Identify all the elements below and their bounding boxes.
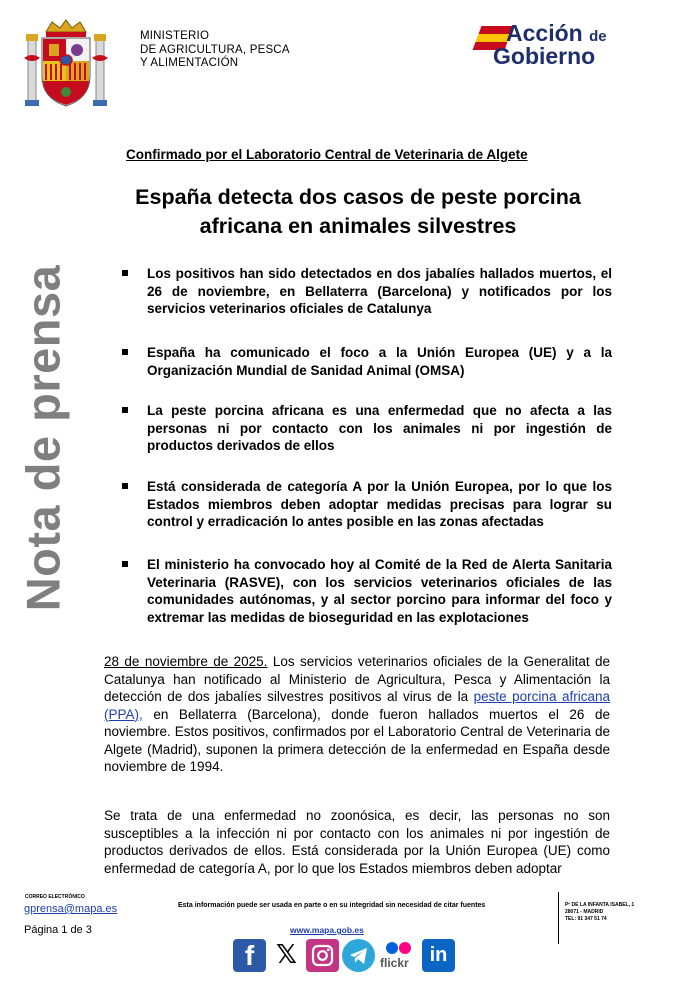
nota-de-prensa-label: Nota de prensa [16, 264, 70, 611]
body-paragraph: Se trata de una enfermedad no zoonósica, es decir, las personas no son susceptibles a la infección ni por contacto con los animales ni por ingestión de productos derivados de ellos. Está considerada por la Unión Europea (UE) como enfermedad de categoría A, por lo que los Estados miembros deben adoptar [104, 808, 610, 876]
accion-de-gobierno-logo [480, 22, 650, 72]
ppa-link[interactable]: peste porcina africana (PPA), [104, 689, 610, 722]
page-number: Página 1 de 3 [24, 924, 92, 936]
bullet-square-icon [122, 483, 128, 489]
address-line: 28071 - MADRID [565, 909, 604, 915]
x-icon[interactable]: 𝕏 [270, 939, 303, 972]
ministry-name [140, 30, 290, 71]
telegram-icon[interactable] [342, 939, 375, 972]
bullet-square-icon [122, 270, 128, 276]
postal-address [565, 902, 634, 923]
bullet-item [122, 556, 612, 626]
ministry-line: DE AGRICULTURA, PESCA [140, 43, 290, 56]
bullet-text: La peste porcina africana es una enfermedad que no afecta a las personas ni por contacto con los animales ni por ingestión de productos derivados de ellos [147, 403, 612, 453]
bullet-item [122, 344, 612, 379]
bullet-text: Los positivos han sido detectados en dos jabalíes hallados muertos, el 26 de noviembre, en Bellaterra (Barcelona) y notificados por los servicios veterinarios oficiales de Catalunya [147, 266, 612, 316]
address-line: Pº DE LA INFANTA ISABEL, 1 [565, 902, 635, 908]
flickr-label: flickr [380, 956, 409, 970]
bullet-text: El ministerio ha convocado hoy al Comité de la Red de Alerta Sanitaria Veterinaria (RASVE), con los servicios veterinarios oficiales de las comunidades autónomas, y al sector porcino para informar del foco y extremar las medidas de bioseguridad en las explotaciones [147, 557, 612, 625]
press-email-link[interactable]: gprensa@mapa.es [24, 903, 118, 915]
bullet-square-icon [122, 407, 128, 413]
facebook-icon[interactable]: f [233, 939, 266, 972]
dateline: 28 de noviembre de 2025. [104, 654, 268, 669]
usage-disclaimer: Esta información puede ser usada en parte o en su integridad sin necesidad de citar fuentes [178, 902, 486, 909]
ministry-line: MINISTERIO [140, 30, 210, 42]
body-paragraph [104, 653, 610, 776]
bullet-item [122, 265, 612, 318]
bullet-text: España ha comunicado el foco a la Unión Europea (UE) y a la Organización Mundial de Sanidad Animal (OMSA) [147, 345, 612, 378]
kicker-heading: Confirmado por el Laboratorio Central de Veterinaria de Algete [126, 147, 528, 162]
bullet-text: Está considerada de categoría A por la Unión Europea, por lo que los Estados miembros deben adoptar medidas precisas para lograr su control y erradicación lo antes posible en las zonas afectadas [147, 479, 612, 529]
brand-word: Acción [506, 20, 583, 46]
brand-word-small: de [589, 28, 607, 45]
email-label: CORREO ELECTRÓNICO [25, 894, 85, 900]
headline: España detecta dos casos de peste porcina africana en animales silvestres [135, 185, 581, 238]
address-line: TEL: 91 347 51 74 [565, 916, 607, 922]
linkedin-icon[interactable]: in [422, 939, 455, 972]
ministry-line: Y ALIMENTACIÓN [140, 57, 239, 69]
footer-divider [558, 892, 559, 944]
coat-of-arms-icon [24, 18, 108, 110]
bullet-square-icon [122, 349, 128, 355]
bullet-item [122, 402, 612, 455]
brand-word: Gobierno [493, 43, 596, 69]
bullet-square-icon [122, 561, 128, 567]
instagram-icon[interactable] [306, 939, 339, 972]
flickr-icon[interactable] [378, 939, 418, 972]
bullet-item [122, 478, 612, 531]
website-link[interactable]: www.mapa.gob.es [290, 925, 364, 935]
side-label-container [18, 265, 68, 610]
paragraph-text: en Bellaterra (Barcelona), donde fueron hallados muertos el 26 de noviembre. Estos positivos, confirmados por el Laboratorio Central de Veterinaria de Algete (Madrid), suponen la primera detección de la enfermedad en España desde noviembre de 1994. [104, 706, 610, 774]
paragraph-text: Los servicios veterinarios oficiales de la Generalitat de Catalunya han notificado al Ministerio de Agricultura, Pesca y Alimentación la detección de dos jabalíes silvestres positivos al virus de la [104, 654, 610, 704]
